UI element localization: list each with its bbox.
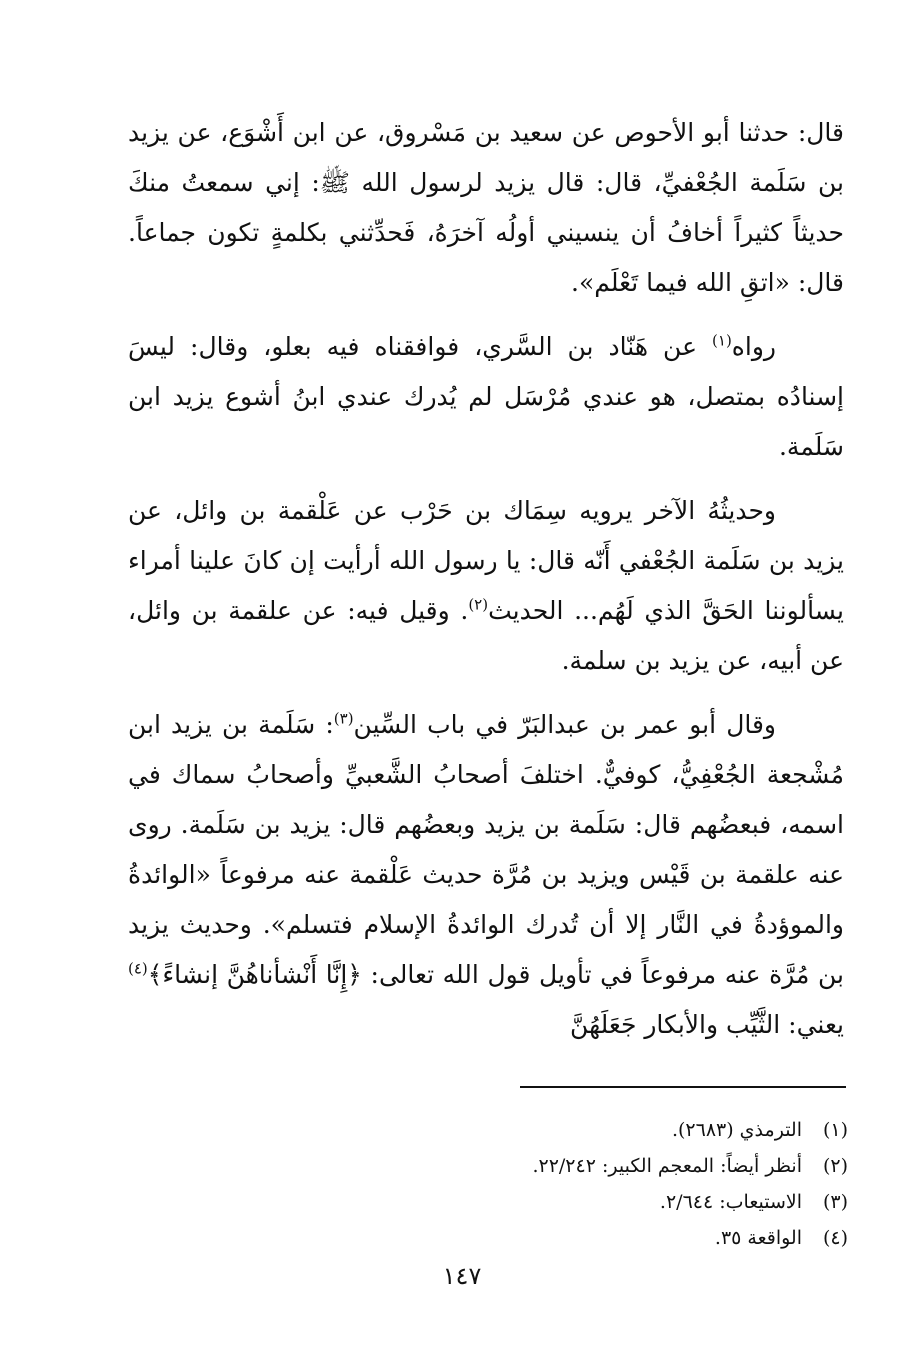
paragraph-2-text-b: عن هَنّاد بن السَّري، فوافقناه فيه بعلو، وقال: ليسَ إسنادُه بمتصل، هو عندي مُرْسَل لم يُدرك عندي ابنُ أشوع يزيد ابن سَلَمة. xyxy=(128,332,844,461)
footnote-3 xyxy=(420,1184,848,1220)
main-text xyxy=(128,108,844,1050)
paragraph-1 xyxy=(128,108,844,308)
paragraph-3 xyxy=(128,486,844,686)
footnote-text: الاستيعاب: ٢/٦٤٤. xyxy=(659,1191,802,1213)
footnote-number: (٤) xyxy=(822,1227,848,1249)
paragraph-4 xyxy=(128,700,844,1050)
paragraph-4-text-a: وقال أبو عمر بن عبدالبَرّ في باب السِّين xyxy=(353,710,777,739)
footnote-marker-1: (١) xyxy=(712,331,732,350)
footnote-number: (١) xyxy=(822,1119,848,1141)
footnote-text: الواقعة ٣٥. xyxy=(714,1227,802,1249)
footnote-number: (٣) xyxy=(822,1191,848,1213)
paragraph-2 xyxy=(128,322,844,472)
footnote-text: الترمذي (٢٦٨٣). xyxy=(671,1119,802,1141)
footnote-marker-4: (٤) xyxy=(128,959,148,978)
paragraph-1-text: قال: حدثنا أبو الأحوص عن سعيد بن مَسْروق، عن ابن أَشْوَع، عن يزيد بن سَلَمة الجُعْفيِّ، قال: قال يزيد لرسول الله ﷺ: إني سمعتُ منكَ حديثاً كثيراً أخافُ أن ينسيني أولُه آخرَهُ، فَحدِّثني بكلمةٍ تكون جماعاً. قال: «اتقِ الله فيما تَعْلَم». xyxy=(128,118,844,297)
footnote-4 xyxy=(420,1220,848,1256)
footnote-marker-3: (٣) xyxy=(333,709,354,728)
footnote-2 xyxy=(420,1148,848,1184)
footnote-text: أنظر أيضاً: المعجم الكبير: ٢٢/٢٤٢. xyxy=(532,1155,802,1177)
paragraph-3-text-a: وحديثُهُ الآخر يرويه سِمَاك بن حَرْب عن عَلْقمة بن وائل، عن يزيد بن سَلَمة الجُعْفي أَنّه قال: يا رسول الله أرأيت إن كانَ علينا أمراء يسألوننا الحَقَّ الذي لَهُم... الحديث xyxy=(128,496,844,625)
paragraph-4-text-b: : سَلَمة بن يزيد ابن مُشْجعة الجُعْفِيُّ، كوفيٌّ. اختلفَ أصحابُ الشَّعبيِّ وأصحابُ سماك في اسمه، فبعضُهم قال: سَلَمة بن يزيد وبعضُهم قال: يزيد بن سَلَمة. روى عنه علقمة بن قَيْس ويزيد بن مُرَّة حديث عَلْقمة عنه مرفوعاً «الوائدةُ والموؤدةُ في النَّار إلا أن تُدرك الوائدةُ الإسلام فتسلم». وحديث يزيد بن مُرَّة عنه مرفوعاً في تأويل قول الله تعالى: ﴿إِنَّا أَنْشأناهُنَّ إنشاءً﴾ xyxy=(128,710,844,989)
paragraph-3-text-b: . وقيل فيه: عن علقمة بن وائل، عن أبيه، عن يزيد بن سلمة. xyxy=(128,596,844,675)
footnote-divider xyxy=(520,1086,846,1088)
footnote-marker-2: (٢) xyxy=(468,595,489,614)
footnote-1 xyxy=(420,1112,848,1148)
paragraph-2-text-a: رواه xyxy=(731,332,776,361)
footnote-number: (٢) xyxy=(822,1155,848,1177)
paragraph-4-text-c: يعني: الثَّيِّب والأبكار جَعَلَهُنَّ xyxy=(570,1010,844,1039)
page-number: ١٤٧ xyxy=(442,1262,482,1290)
footnotes-list xyxy=(420,1112,848,1256)
